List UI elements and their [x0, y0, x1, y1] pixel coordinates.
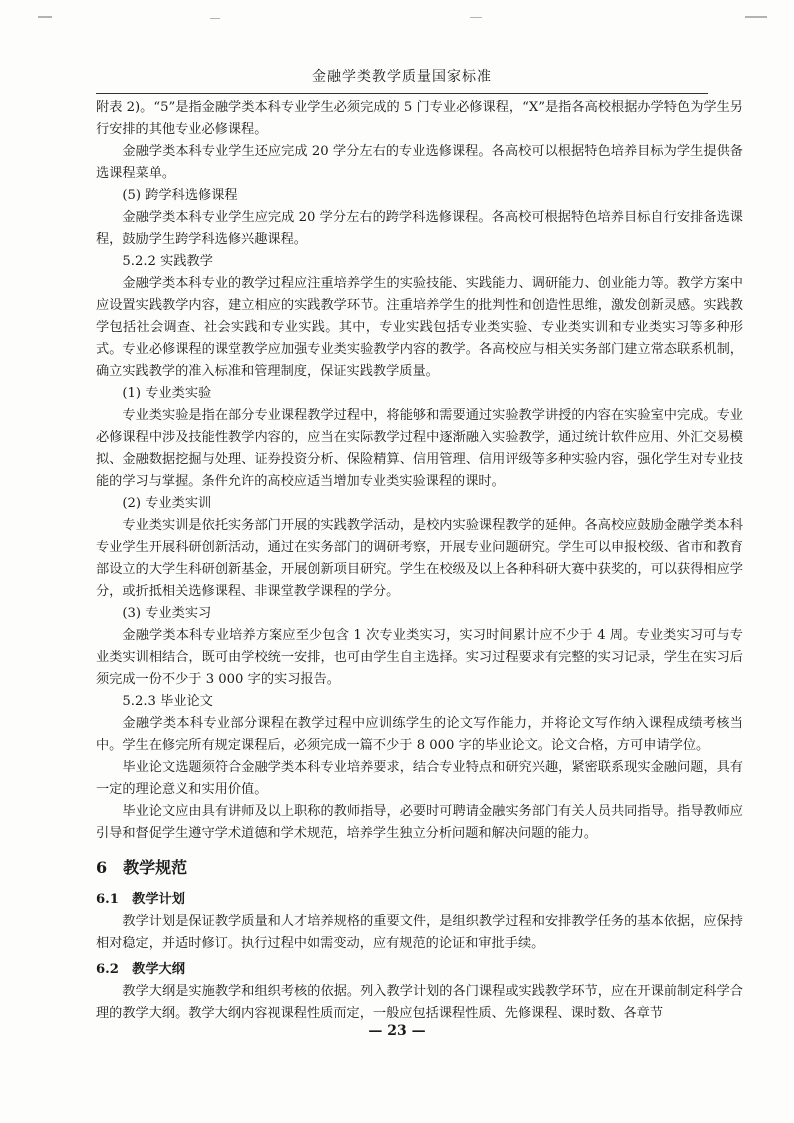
- body-paragraph: 金融学类本科专业培养方案应至少包含 1 次专业类实习，实习时间累计应不少于 4 周。专业类实习可与专业类实训相结合，既可由学校统一安排，也可由学生自主选择。实习过程要求有完整的实习记录，学生在实习后须完成一份不少于 3 000 字的实习报告。: [96, 628, 743, 687]
- heading-number: 6.2: [96, 962, 119, 977]
- page-body: [96, 97, 743, 1025]
- subheading: (3) 专业类实习: [122, 606, 212, 621]
- body-paragraph: 毕业论文选题须符合金融学类本科专业培养要求，结合专业特点和研究兴趣，紧密联系现实金融问题，具有一定的理论意义和实用价值。: [96, 760, 743, 797]
- body-paragraph: 金融学类本科专业学生还应完成 20 学分左右的专业选修课程。各高校可以根据特色培养目标为学生提供备选课程菜单。: [96, 144, 743, 181]
- subheading: 5.2.3 毕业论文: [122, 694, 213, 709]
- header-title: 金融学类教学质量国家标准: [312, 69, 492, 85]
- subsection-heading: [96, 889, 743, 911]
- subsection-heading: [96, 959, 743, 981]
- subheading: (2) 专业类实训: [122, 496, 212, 511]
- continued-paragraph: 附表 2)。“5”是指金融学类本科专业学生必须完成的 5 门专业必修课程，“X”是指各高校根据办学特色为学生另行安排的其他专业必修课程。: [96, 100, 743, 137]
- scan-artifact: [470, 17, 482, 18]
- subheading: (5) 跨学科选修课程: [122, 188, 238, 203]
- running-header: [96, 66, 708, 94]
- body-paragraph: 毕业论文应由具有讲师及以上职称的教师指导，必要时可聘请金融实务部门有关人员共同指导。指导教师应引导和督促学生遵守学术道德和学术规范，培养学生独立分析问题和解决问题的能力。: [96, 804, 743, 841]
- heading-text: 教学计划: [132, 892, 185, 907]
- body-paragraph: 金融学类本科专业部分课程在教学过程中应训练学生的论文写作能力，并将论文写作纳入课程成绩考核当中。学生在修完所有规定课程后，必须完成一篇不少于 8 000 字的毕业论文。论文合格，方可申请学位。: [96, 716, 743, 753]
- scan-artifact: [745, 16, 767, 18]
- heading-text: 教学大纲: [132, 962, 185, 977]
- body-paragraph: 教学大纲是实施教学和组织考核的依据。列入教学计划的各门课程或实践教学环节，应在开课前制定科学合理的教学大纲。教学大纲内容视课程性质而定，一般应包括课程性质、先修课程、课时数、各章节: [96, 984, 743, 1021]
- body-paragraph: 专业类实训是依托实务部门开展的实践教学活动，是校内实验课程教学的延伸。各高校应鼓励金融学类本科专业学生开展科研创新活动，通过在实务部门的调研考察，开展专业问题研究。学生可以申报校级、省市和教育部设立的大学生科研创新基金，开展创新项目研究。学生在校级及以上各种科研大赛中获奖的，可以获得相应学分，或折抵相关选修课程、非课堂教学课程的学分。: [96, 518, 743, 599]
- subheading: 5.2.2 实践教学: [122, 254, 213, 269]
- body-paragraph: 教学计划是保证教学质量和人才培养规格的重要文件，是组织教学过程和安排教学任务的基本依据，应保持相对稳定，并适时修订。执行过程中如需变动，应有规范的论证和审批手续。: [96, 914, 743, 951]
- heading-number: 6: [96, 858, 108, 877]
- body-paragraph: 专业类实验是指在部分专业课程教学过程中，将能够和需要通过实验教学讲授的内容在实验室中完成。专业必修课程中涉及技能性教学内容的，应当在实际教学过程中逐渐融入实验教学，通过统计软件应用、外汇交易模拟、金融数据挖掘与处理、证券投资分析、保险精算、信用管理、信用评级等多种实验内容，强化学生对专业技能的学习与掌握。条件允许的高校应适当增加专业类实验课程的课时。: [96, 408, 743, 489]
- scan-artifact: [38, 16, 52, 18]
- body-paragraph: 金融学类本科专业学生应完成 20 学分左右的跨学科选修课程。各高校可根据特色培养目标自行安排备选课程，鼓励学生跨学科选修兴趣课程。: [96, 210, 743, 247]
- scan-artifact: [210, 18, 220, 19]
- heading-number: 6.1: [96, 892, 119, 907]
- section-heading: [96, 857, 743, 879]
- page-number: — 23 —: [368, 1023, 426, 1039]
- heading-text: 教学规范: [123, 858, 188, 877]
- body-paragraph: 金融学类本科专业的教学过程应注重培养学生的实验技能、实践能力、调研能力、创业能力等。教学方案中应设置实践教学内容，建立相应的实践教学环节。注重培养学生的批判性和创造性思维，激发创新灵感。实践教学包括社会调查、社会实践和专业实践。其中，专业实践包括专业类实验、专业类实训和专业类实习等多种形式。专业必修课程的课堂教学应加强专业类实验教学内容的教学。各高校应与相关实务部门建立常态联系机制，确立实践教学的准入标准和管理制度，保证实践教学质量。: [96, 276, 743, 379]
- subheading: (1) 专业类实验: [122, 386, 212, 401]
